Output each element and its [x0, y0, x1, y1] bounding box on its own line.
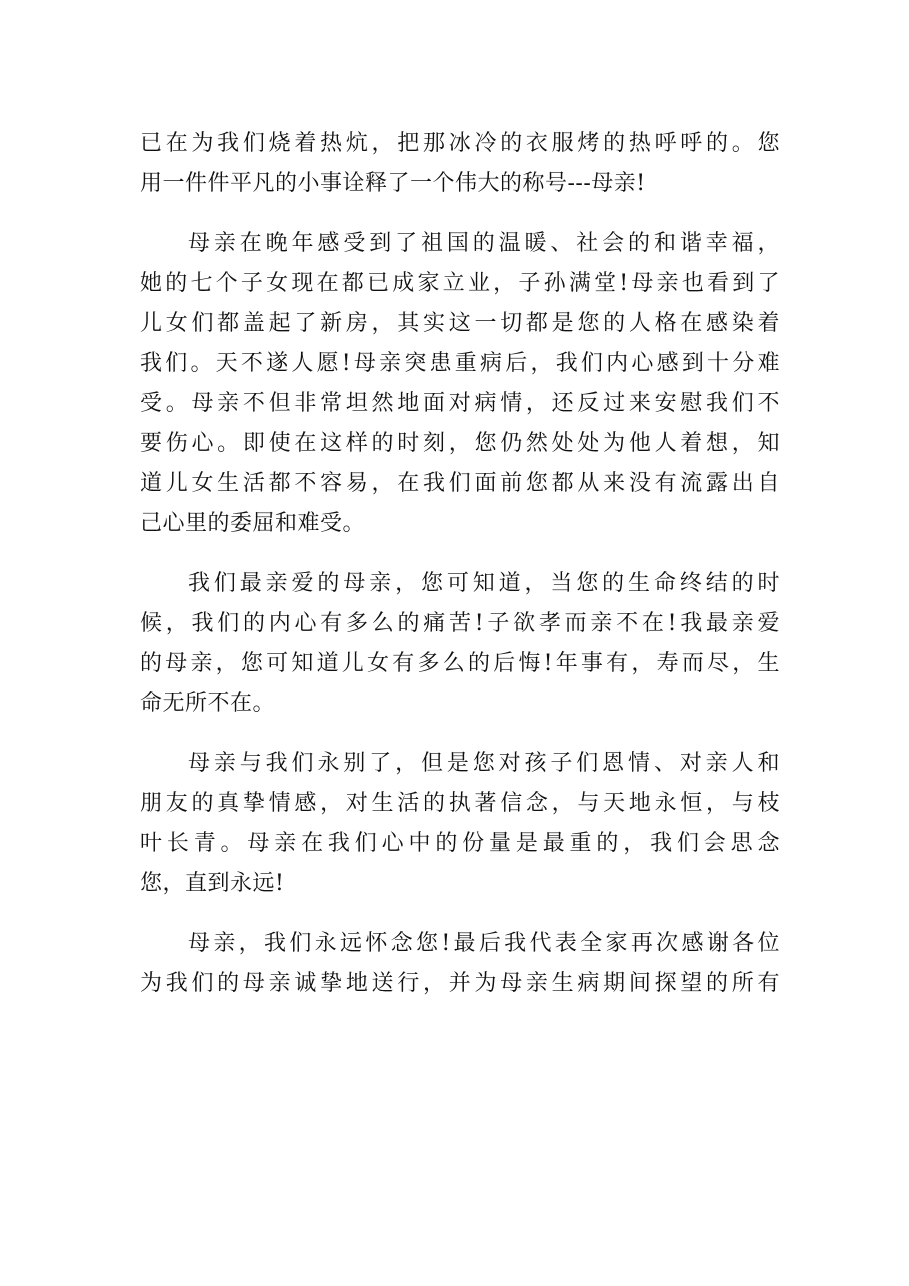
paragraph-5 — [140, 924, 780, 1004]
text-line: 为我们的母亲诚挚地送行，并为母亲生病期间探望的所有 — [140, 971, 780, 996]
text-line: 的母亲，您可知道儿女有多么的后悔!年事有，寿而尽，生 — [140, 651, 780, 676]
document-body — [140, 124, 780, 1004]
text-line: 命无所不在。 — [140, 691, 276, 716]
text-line: 受。母亲不但非常坦然地面对病情，还反过来安慰我们不 — [140, 391, 780, 416]
text-line: 母亲在晚年感受到了祖国的温暖、社会的和谐幸福， — [188, 231, 780, 256]
text-line: 我们。天不遂人愿!母亲突患重病后，我们内心感到十分难 — [140, 351, 780, 376]
text-line: 她的七个子女现在都已成家立业，子孙满堂!母亲也看到了 — [140, 271, 780, 296]
text-line: 儿女们都盖起了新房，其实这一切都是您的人格在感染着 — [140, 311, 780, 336]
paragraph-3 — [140, 564, 780, 724]
text-line: 要伤心。即使在这样的时刻，您仍然处处为他人着想，知 — [140, 431, 780, 456]
text-line: 已在为我们烧着热炕，把那冰冷的衣服烤的热呼呼的。您 — [140, 131, 780, 156]
paragraph-4 — [140, 744, 780, 904]
text-line: 己心里的委屈和难受。 — [140, 511, 366, 536]
text-line: 朋友的真挚情感，对生活的执著信念，与天地永恒，与枝 — [140, 791, 780, 816]
text-line: 母亲，我们永远怀念您!最后我代表全家再次感谢各位 — [188, 931, 780, 956]
paragraph-2 — [140, 224, 780, 544]
text-line: 母亲与我们永别了，但是您对孩子们恩情、对亲人和 — [188, 751, 780, 776]
paragraph-1 — [140, 124, 780, 204]
text-line: 道儿女生活都不容易，在我们面前您都从来没有流露出自 — [140, 471, 780, 496]
text-line: 用一件件平凡的小事诠释了一个伟大的称号---母亲! — [140, 171, 646, 196]
text-line: 您，直到永远! — [140, 871, 285, 896]
text-line: 我们最亲爱的母亲，您可知道，当您的生命终结的时 — [188, 571, 780, 596]
text-line: 候，我们的内心有多么的痛苦!子欲孝而亲不在!我最亲爱 — [140, 611, 780, 636]
text-line: 叶长青。母亲在我们心中的份量是最重的，我们会思念 — [140, 831, 780, 856]
